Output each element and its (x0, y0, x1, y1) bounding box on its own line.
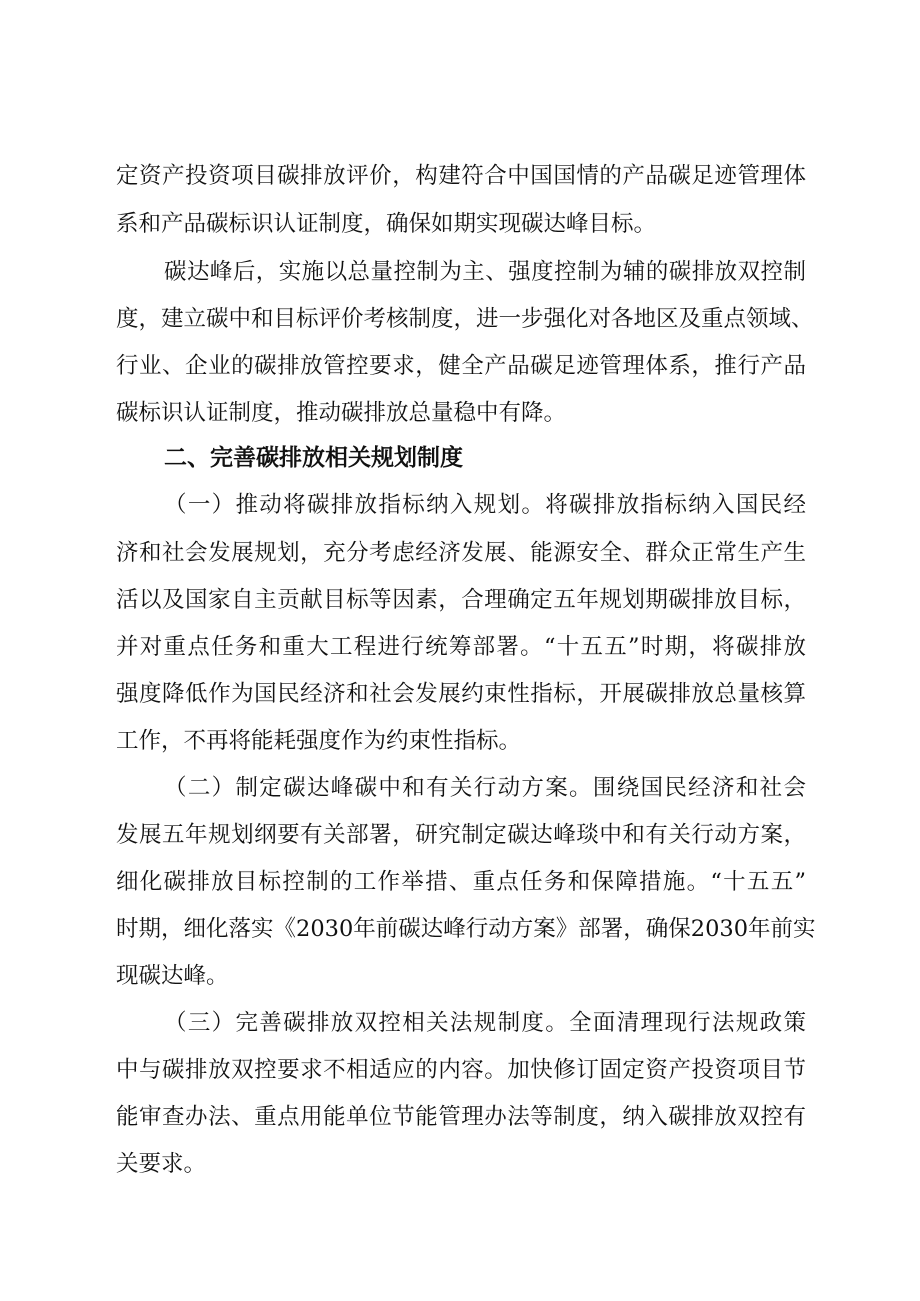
para3-line-1: （一）推动将碳排放指标纳入规划。将碳排放指标纳入国民经 (164, 492, 806, 518)
para4-line-1: （二）制定碳达峰碳中和有关行动方案。围绕国民经济和社会 (164, 775, 806, 801)
para5-line-1: （三）完善碳排放双控相关法规制度。全面清理现行法规政策 (164, 1010, 806, 1036)
para3-line-2: 济和社会发展规划，充分考虑经济发展、能源安全、群众正常生产生 (116, 540, 806, 566)
para2-line-2: 度，建立碳中和目标评价考核制度，进一步强化对各地区及重点领域、 (116, 306, 814, 332)
para3-line-6: 工作，不再将能耗强度作为约束性指标。 (116, 728, 522, 754)
para3-line-3: 活以及国家自主贡献目标等因素，合理确定五年规划期碳排放目标， (116, 587, 806, 613)
para1-line-1: 定资产投资项目碳排放评价，构建符合中国国情的产品碳足迹管理体 (116, 163, 806, 189)
para4-line-4: 时期，细化落实《2030年前碳达峰行动方案》部署，确保2030年前实 (116, 916, 816, 942)
para5-line-4: 关要求。 (116, 1151, 207, 1177)
para4-line-3: 细化碳排放目标控制的工作举措、重点任务和保障措施。“十五五” (116, 869, 806, 895)
section-heading: 二、完善碳排放相关规划制度 (164, 445, 463, 471)
para3-line-4: 并对重点任务和重大工程进行统筹部署。“十五五”时期，将碳排放 (116, 634, 806, 660)
para2-line-4: 碳标识认证制度，推动碳排放总量稳中有降。 (116, 400, 567, 426)
para5-line-3: 能审查办法、重点用能单位节能管理办法等制度，纳入碳排放双控有 (116, 1104, 806, 1130)
para3-line-5: 强度降低作为国民经济和社会发展约束性指标，开展碳排放总量核算 (116, 681, 806, 707)
para1-line-2: 系和产品碳标识认证制度，确保如期实现碳达峰目标。 (116, 211, 657, 237)
para4-line-2: 发展五年规划纲要有关部署，研究制定碳达峰琰中和有关行动方案， (116, 822, 806, 848)
para4-line-5: 现碳达峰。 (116, 963, 229, 989)
para2-line-1: 碳达峰后，实施以总量控制为主、强度控制为辅的碳排放双控制 (164, 259, 806, 285)
para2-line-3: 行业、企业的碳排放管控要求，健全产品碳足迹管理体系，推行产品 (116, 353, 806, 379)
para5-line-2: 中与碳排放双控要求不相适应的内容。加快修订固定资产投资项目节 (116, 1057, 806, 1083)
